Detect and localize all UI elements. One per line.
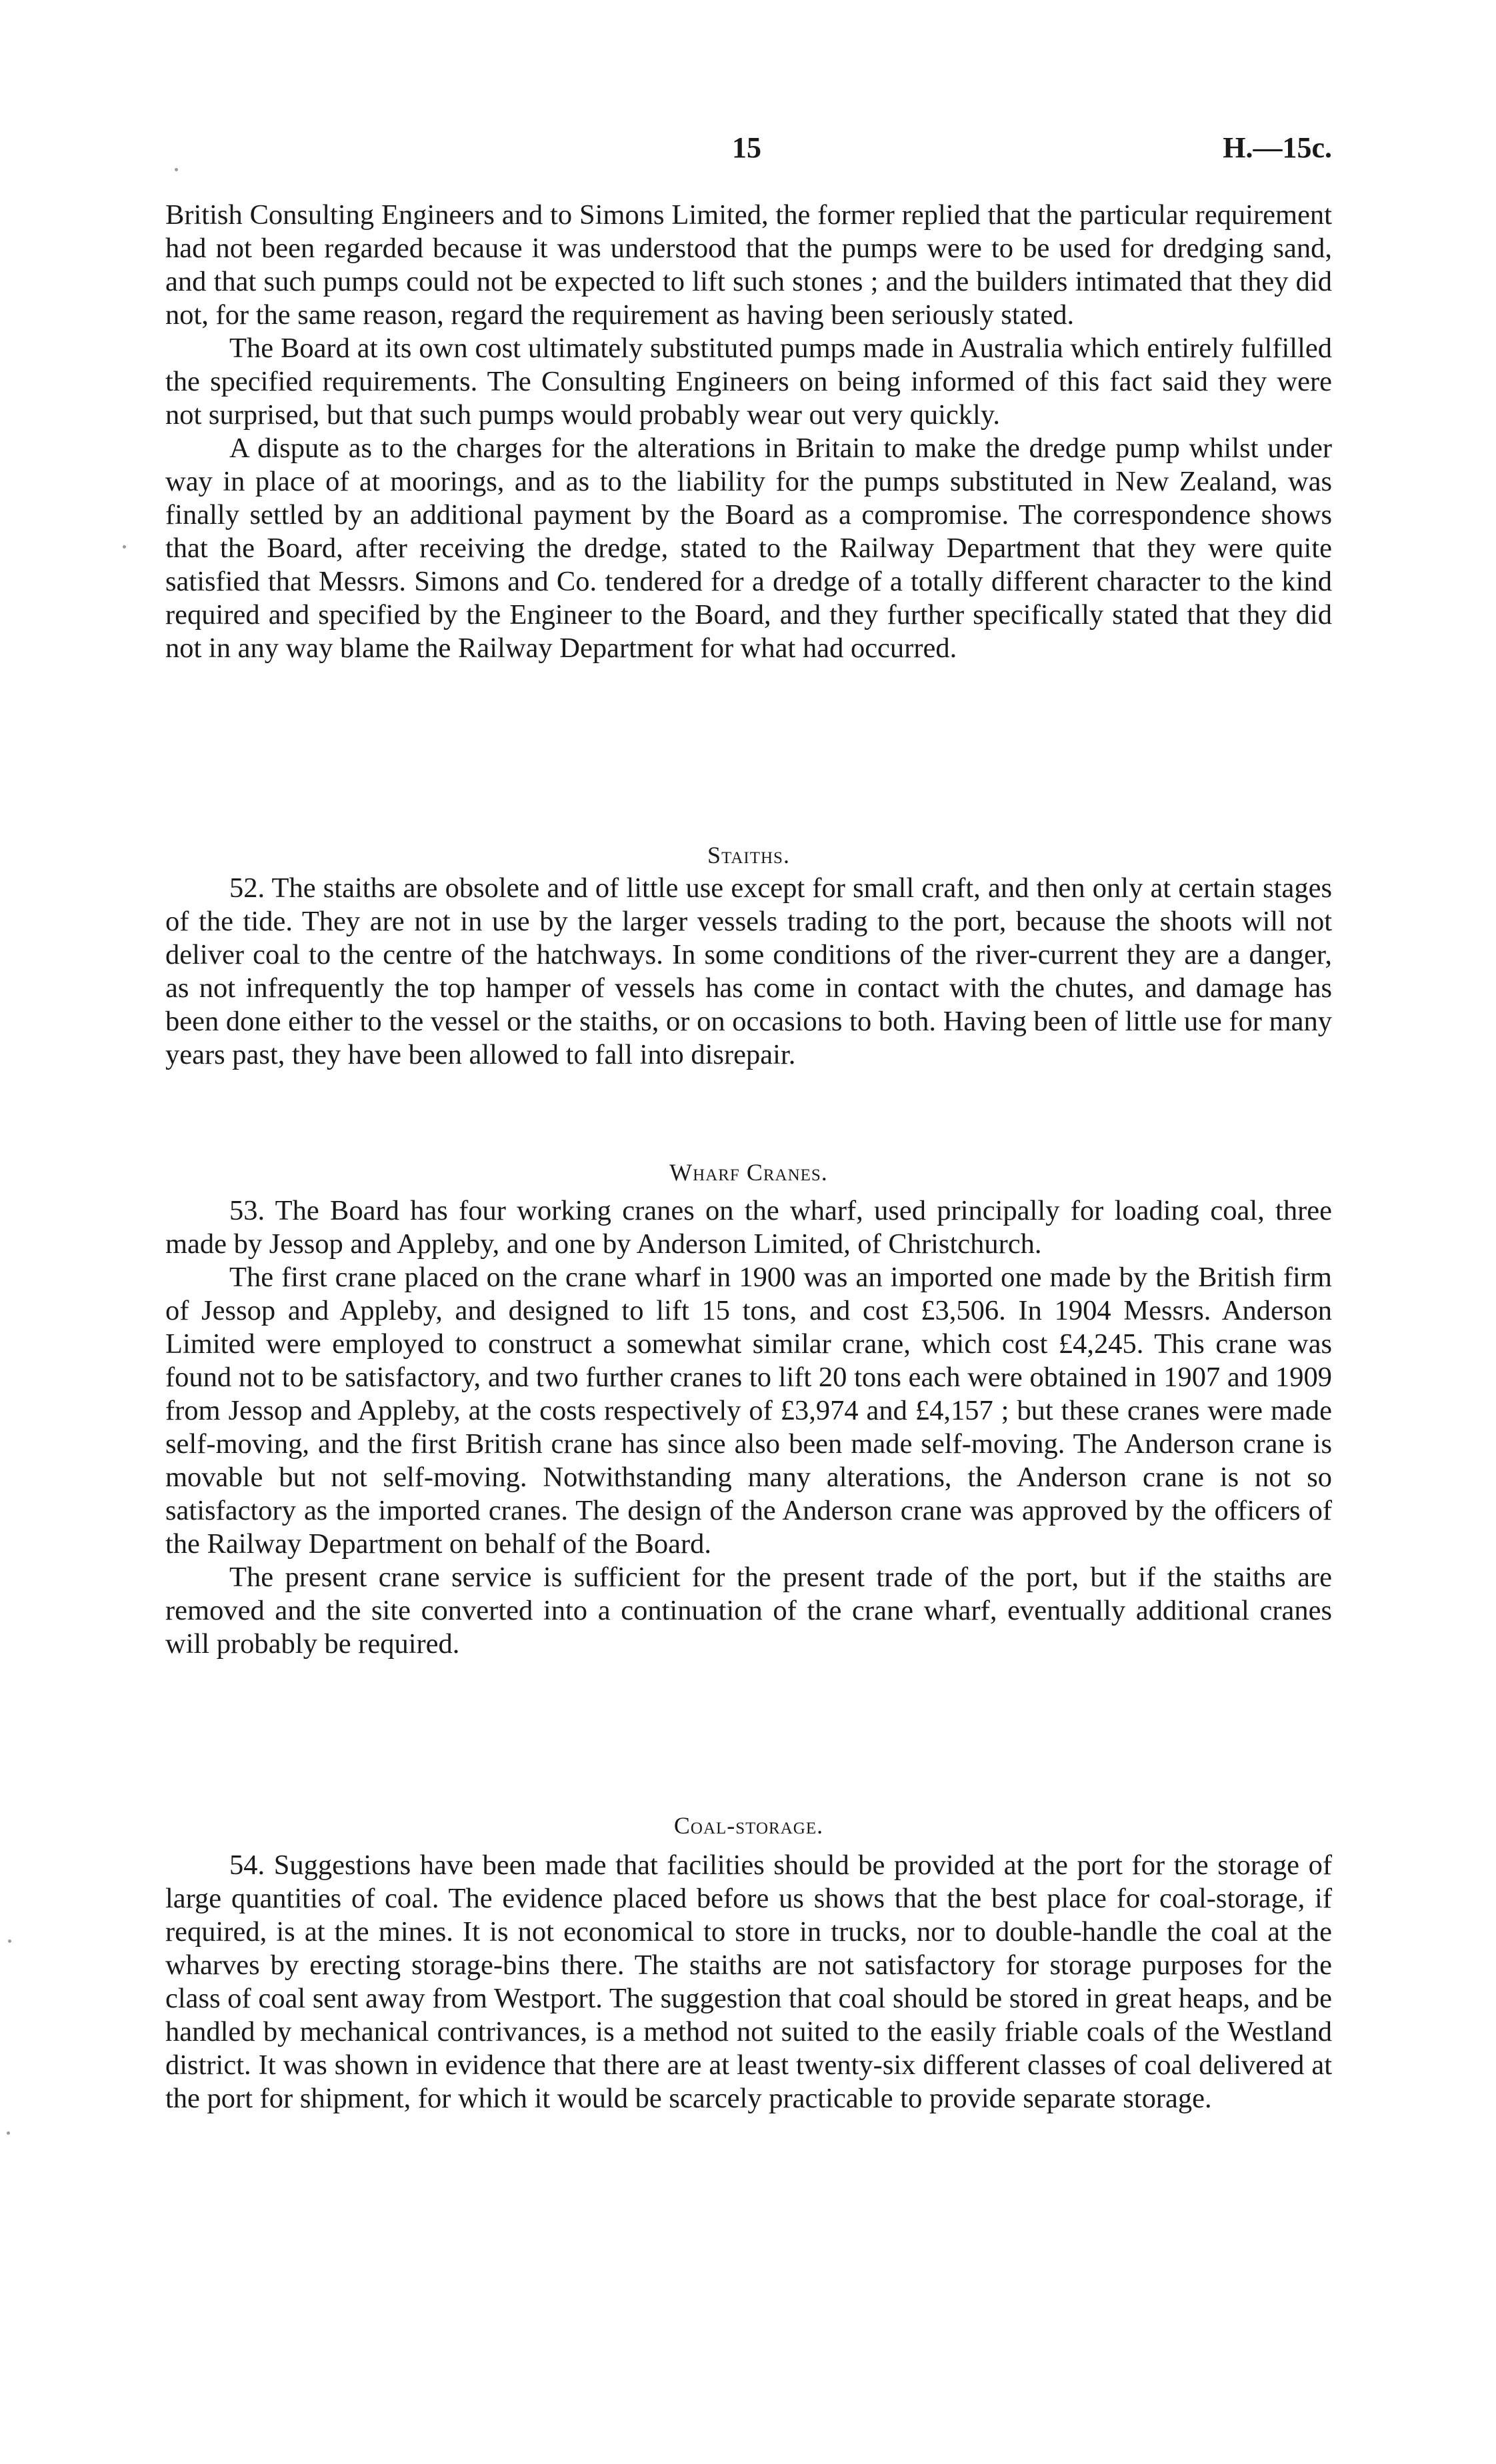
section-title-coal-storage: Coal-storage. xyxy=(673,1812,824,1839)
scan-speck xyxy=(7,2131,10,2135)
scan-speck xyxy=(175,168,178,171)
intro-paragraph-3: A dispute as to the charges for the alterations in Britain to make the dredge pump whilst under way in place of at moorings, and as to the liability for the pumps substituted in New Zealand, was finally settled by an additional payment by the Board as a compromise. The correspondence shows that the Board, after receiving the dredge, stated to the Railway Department that they were quite satisfied that Messrs. Simons and Co. tendered for a dredge of a totally different character to the kind required and specified by the Engineer to the Board, and they further specifically stated that they did not in any way blame the Railway Department for what had occurred. xyxy=(165,433,1332,664)
scan-speck xyxy=(123,545,126,549)
section-title-wharf-cranes: Wharf Cranes. xyxy=(669,1159,828,1186)
staiths-section xyxy=(165,872,1332,1072)
coal-storage-section xyxy=(165,1849,1332,2115)
wharf-cranes-paragraph-53: 53. The Board has four working cranes on the wharf, used principally for loading coal, three made by Jessop and Appleby, and one by Anderson Limited, of Christchurch. xyxy=(165,1195,1332,1260)
page-header xyxy=(165,131,1332,171)
intro-paragraph-1: British Consulting Engineers and to Simons Limited, the former replied that the particular requirement had not been regarded because it was understood that the pumps were to be used for dredging sand, and that such pumps could not be expected to lift such stones ; and the builders intimated that they did not, for the same reason, regard the requirement as having been seriously stated. xyxy=(165,199,1332,331)
document-reference: H.—15c. xyxy=(1223,131,1332,164)
section-title-staiths: Staiths. xyxy=(707,842,790,868)
wharf-cranes-paragraph-2: The first crane placed on the crane wharf in 1900 was an imported one made by the British firm of Jessop and Appleby, and designed to lift 15 tons, and cost £3,506. In 1904 Messrs. Anderson Limited were employed to construct a somewhat similar crane, which cost £4,245. This crane was found not to be satisfactory, and two further cranes to lift 20 tons each were obtained in 1907 and 1909 from Jessop and Appleby, at the costs respectively of £3,974 and £4,157 ; but these cranes were made self-moving, and the first British crane has since also been made self-moving. The Anderson crane is movable but not self-moving. Notwithstanding many alterations, the Anderson crane is not so satisfactory as the imported cranes. The design of the Anderson crane was approved by the officers of the Railway Department on behalf of the Board. xyxy=(165,1262,1332,1560)
staiths-paragraph-52: 52. The staiths are obsolete and of little use except for small craft, and then only at certain stages of the tide. They are not in use by the larger vessels trading to the port, because the shoots will not deliver coal to the centre of the hatchways. In some conditions of the river-current they are a danger, as not infrequently the top hamper of vessels has come in contact with the chutes, and damage has been done either to the vessel or the staiths, or on occasions to both. Having been of little use for many years past, they have been allowed to fall into disrepair. xyxy=(165,872,1332,1070)
intro-section xyxy=(165,199,1332,665)
intro-paragraph-2: The Board at its own cost ultimately substituted pumps made in Australia which entirely fulfilled the specified requirements. The Consulting Engineers on being informed of this fact said they were not surprised, but that such pumps would probably wear out very quickly. xyxy=(165,333,1332,431)
wharf-cranes-section xyxy=(165,1194,1332,1661)
page-number: 15 xyxy=(732,131,761,164)
scan-speck xyxy=(8,1939,11,1943)
coal-storage-paragraph-54: 54. Suggestions have been made that facilities should be provided at the port for the storage of large quantities of coal. The evidence placed before us shows that the best place for coal-storage, if required, is at the mines. It is not economical to store in trucks, nor to double-handle the coal at the wharves by erecting storage-bins there. The staiths are not satisfactory for storage purposes for the class of coal sent away from Westport. The suggestion that coal should be stored in great heaps, and be handled by mechanical contrivances, is a method not suited to the easily friable coals of the Westland district. It was shown in evidence that there are at least twenty-six different classes of coal delivered at the port for shipment, for which it would be scarcely practicable to provide separate storage. xyxy=(165,1849,1332,2114)
wharf-cranes-paragraph-3: The present crane service is sufficient for the present trade of the port, but if the staiths are removed and the site converted into a continuation of the crane wharf, eventually additional cranes will probably be required. xyxy=(165,1562,1332,1660)
